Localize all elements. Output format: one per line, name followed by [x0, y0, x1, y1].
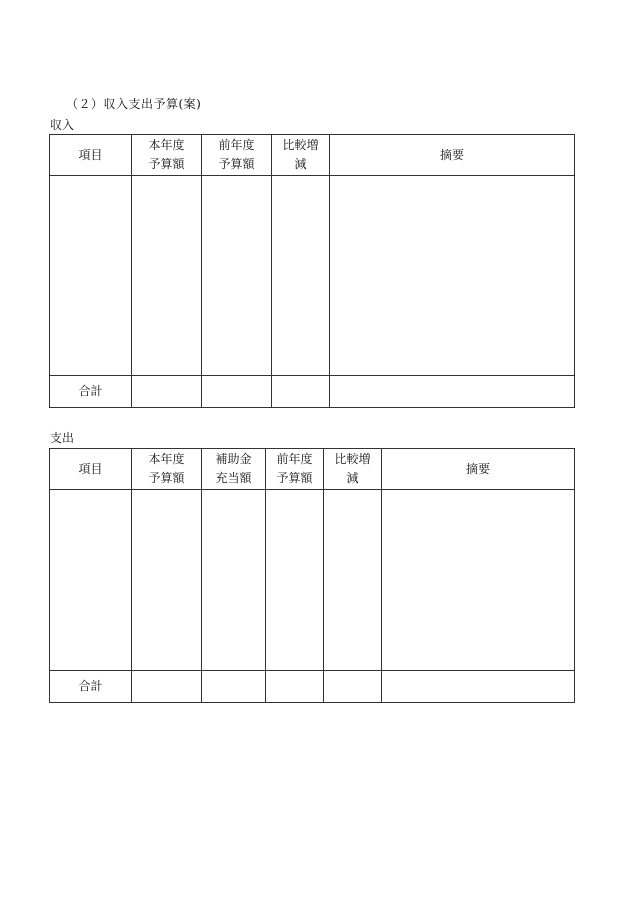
expense-label: 支出 — [50, 431, 75, 445]
income-total-row — [50, 376, 575, 408]
expense-col-previous-budget: 前年度 予算額 — [266, 449, 324, 490]
income-col-remarks: 摘要 — [330, 135, 575, 176]
expense-cell[interactable] — [202, 490, 266, 671]
expense-cell[interactable] — [382, 490, 575, 671]
income-col-current-budget: 本年度 予算額 — [132, 135, 202, 176]
expense-table — [49, 448, 575, 703]
expense-cell[interactable] — [266, 490, 324, 671]
expense-total-cell[interactable] — [382, 671, 575, 703]
expense-total-label: 合計 — [50, 671, 132, 703]
income-cell[interactable] — [202, 176, 272, 376]
income-body-row — [50, 176, 575, 376]
income-cell[interactable] — [330, 176, 575, 376]
income-cell[interactable] — [272, 176, 330, 376]
expense-cell[interactable] — [50, 490, 132, 671]
income-cell[interactable] — [132, 176, 202, 376]
expense-cell[interactable] — [324, 490, 382, 671]
expense-col-remarks: 摘要 — [382, 449, 575, 490]
income-col-previous-budget: 前年度 予算額 — [202, 135, 272, 176]
income-total-cell[interactable] — [202, 376, 272, 408]
income-cell[interactable] — [50, 176, 132, 376]
expense-header-row — [50, 449, 575, 490]
income-label: 収入 — [50, 118, 75, 132]
income-col-item: 項目 — [50, 135, 132, 176]
section-heading: （２）収入支出予算(案) — [66, 97, 202, 111]
expense-cell[interactable] — [132, 490, 202, 671]
income-total-label: 合計 — [50, 376, 132, 408]
expense-total-cell[interactable] — [324, 671, 382, 703]
expense-col-subsidy: 補助金 充当額 — [202, 449, 266, 490]
income-table — [49, 134, 575, 408]
income-total-cell[interactable] — [132, 376, 202, 408]
expense-col-item: 項目 — [50, 449, 132, 490]
income-total-cell[interactable] — [272, 376, 330, 408]
income-col-difference: 比較増 減 — [272, 135, 330, 176]
income-header-row — [50, 135, 575, 176]
expense-body-row — [50, 490, 575, 671]
expense-total-row — [50, 671, 575, 703]
income-total-cell[interactable] — [330, 376, 575, 408]
expense-col-difference: 比較増 減 — [324, 449, 382, 490]
expense-total-cell[interactable] — [202, 671, 266, 703]
expense-total-cell[interactable] — [132, 671, 202, 703]
expense-col-current-budget: 本年度 予算額 — [132, 449, 202, 490]
expense-total-cell[interactable] — [266, 671, 324, 703]
